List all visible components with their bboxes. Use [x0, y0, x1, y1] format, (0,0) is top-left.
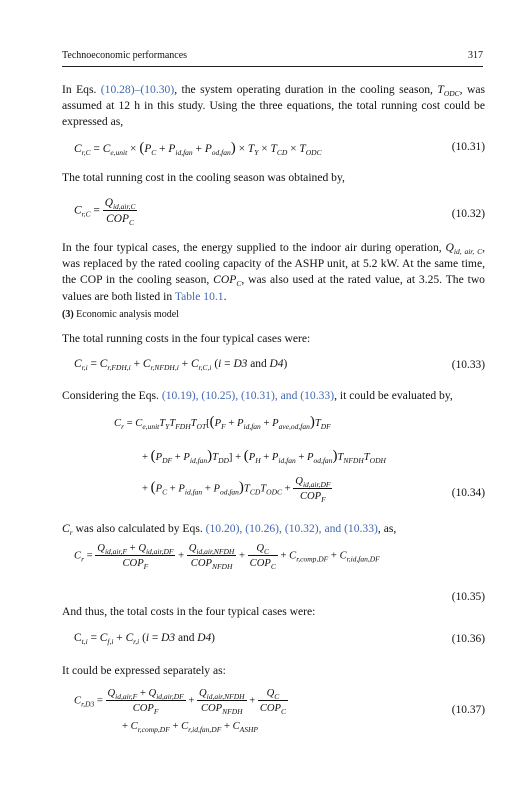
equation-number: (10.37) [451, 704, 485, 716]
equation-number: (10.33) [451, 359, 485, 371]
equation-line-2: + $(P_{DF} + P_{id,fan})T_{DD}] + (P_H + P_{id,fan} + P_{od,fan})T_{NFDH}T_{ODH}$ [142, 448, 386, 465]
paragraph-8: It could be expressed separately as: [62, 664, 226, 677]
paragraph-7: And thus, the total costs in the four typical cases were: [62, 605, 316, 618]
running-header [62, 50, 483, 67]
equation-number: (10.34) [451, 487, 485, 499]
equation-body: $C_r$ = $\frac{Q_{id,air,F} + Q_{id,air,DF}}{COP_F}$ + $\frac{Q_{id,air,NFDH}}{COP_{NFDH}}$ + $\frac{Q_C}{COP_C}$ + $C_{r,comp,DF} + C_{r,id,fan,DF}$ [74, 543, 380, 571]
equation-number: (10.31) [451, 141, 485, 153]
equation-number: (10.36) [451, 633, 485, 645]
paragraph-4: The total running costs in the four typical cases were: [62, 332, 311, 345]
equation-body: $C_{r,C}$ = $\frac{Q_{id,air,C}}{COP_C}$ [74, 197, 136, 227]
equation-reference-link[interactable]: (10.28)–(10.30) [100, 83, 175, 96]
chapter-title: Technoeconomic performances [62, 50, 188, 61]
page-number: 317 [468, 50, 483, 61]
paragraph-3: In the four typical cases, the energy supplied to the indoor air during operation, $Q_{id, air, C}$, was replaced by the rated cooling capacity of the ASHP unit, at 5.2 kW. At the same time, the COP in the cooling season, $COP_C$, was also used at the rated value, at 3.25. The two values are both listed in Table 10.1. [62, 241, 485, 303]
equation-10-34 [62, 412, 485, 512]
equation-10-33 [62, 356, 485, 376]
equation-reference-link[interactable]: (10.19), (10.25), (10.31), and (10.33) [161, 389, 335, 402]
equation-line-1: $C_r = C_{e,unit}T_YT_{FDH}T_{OT}[(P_F + P_{id,fan} + P_{ave,od,fan})T_{DF}$ [114, 414, 331, 431]
equation-10-37 [62, 688, 485, 736]
equation-reference-link[interactable]: (10.20), (10.26), (10.32), and (10.33) [205, 522, 378, 535]
equation-number: (10.35) [451, 591, 485, 603]
equation-10-35 [62, 543, 485, 607]
equation-number: (10.32) [451, 208, 485, 220]
table-reference-link[interactable]: Table 10.1 [174, 289, 224, 303]
equation-10-32 [62, 197, 485, 233]
equation-line-2: + $C_{r,comp,DF} + C_{r,id,fan,DF} + C_{ASHP}$ [122, 721, 258, 734]
section-heading: (3) Economic analysis model [62, 309, 179, 320]
paragraph-2: The total running cost in the cooling season was obtained by, [62, 171, 345, 184]
equation-body: $C_{r,C} = C_{e,unit} \times (P_C + P_{id,fan} + P_{od,fan}) \times T_Y \times T_{CD} \times T_{ODC}$ [74, 140, 322, 157]
equation-10-31 [62, 138, 485, 158]
equation-line-1: $C_{r,D3}$ = $\frac{Q_{id,air,F} + Q_{id,air,DF}}{COP_F}$ + $\frac{Q_{id,air,NFDH}}{COP_{NFDH}}$ + $\frac{Q_C}{COP_C}$ [74, 688, 287, 716]
paragraph-1: In Eqs. (10.28)–(10.30), the system operating duration in the cooling season, $T_{ODC}$, was assumed at 12 h in this study. Using the three equations, the total running cost could be expressed as, [62, 83, 485, 129]
equation-body: $C_{r,i} = C_{r,FDH,i} + C_{r,NFDH,i} + C_{r,C,i}$ (i = D3 and D4) [74, 358, 288, 372]
equation-body: $C_{t,i} = C_{f,i} + C_{r,i}$ (i = D3 and D4) [74, 632, 215, 646]
paragraph-6: $C_r$ was also calculated by Eqs. (10.20), (10.26), (10.32), and (10.33), as, [62, 522, 397, 537]
equation-line-3: + $(P_C + P_{id,fan} + P_{od,fan})T_{CD}T_{ODC}$ + $\frac{Q_{id,air,DF}}{COP_F}$ [142, 476, 331, 504]
equation-10-36 [62, 630, 485, 650]
paragraph-5: Considering the Eqs. (10.19), (10.25), (10.31), and (10.33), it could be evaluated by, [62, 389, 453, 402]
